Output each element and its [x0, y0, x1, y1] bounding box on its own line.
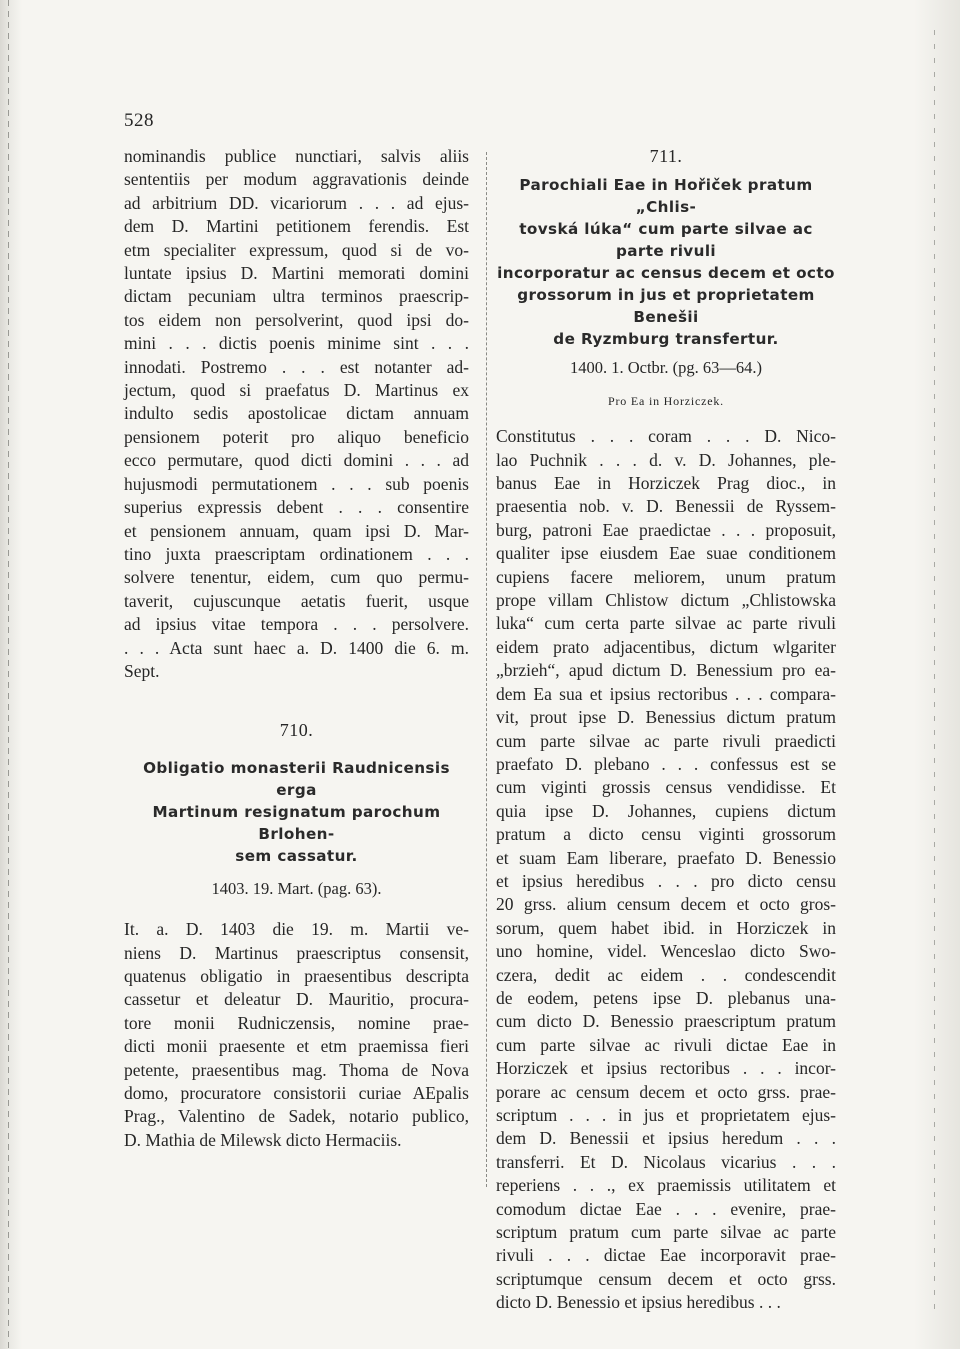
entry-710-date: 1403. 19. Mart. (pag. 63). [211, 878, 382, 898]
text-line: quia ipse D. Johannes, cupiens dictum [496, 800, 836, 821]
text-line: dem D. Martini petitionem ferendis. Est [124, 216, 469, 237]
text-line: et pensionem annuam, quam ipsi D. Mar- [124, 520, 469, 541]
text-line: de eodem, petens ipse D. plebanus una- [496, 987, 836, 1008]
text-line: solvere tenentur, eidem, cum quo permu- [124, 567, 469, 588]
text-line: nominandis publice nunctiari, salvis aliis [124, 146, 469, 166]
text-line: cum viginti grossis census vendidisse. Et [496, 777, 836, 798]
text-line: Horziczek et ipsius rectoribus . . . incor- [496, 1058, 836, 1079]
text-line: pensionem poterit pro aliquo beneficio [124, 426, 469, 447]
entry-710-heading [124, 757, 469, 867]
text-line: sententiis per modum aggravationis deinde [124, 169, 469, 190]
text-line: et ipsius heredibus . . . pro dicto censu [496, 870, 836, 891]
text-line: czera, dedit ac eidem . . condescendit [496, 964, 836, 985]
text-line: superius expressis debent . . . consentire [124, 497, 469, 518]
heading-line: grossorum in jus et proprietatem Benešii [517, 286, 815, 327]
text-line: luka“ cum certa parte silvae ac parte rivuli [496, 613, 836, 634]
text-line: ad arbitrium DD. vicariorum . . . ad ejus- [124, 192, 469, 213]
text-line: vit, prout ipse D. Benessius dictum pratum [496, 707, 836, 728]
heading-line: sem cassatur. [235, 846, 358, 865]
entry-711-addressee: Pro Ea in Horziczek. [608, 393, 724, 408]
left-column [124, 145, 469, 1152]
heading-line: Obligatio monasterii Raudnicensis erga [143, 758, 450, 799]
text-line: ecco permutare, quod dicti domini . . . ad [124, 450, 469, 471]
text-line: sorum, quem habet ibid. in Horziczek in [496, 917, 836, 938]
text-line: qualiter ipse eiusdem Eae suae conditionem [496, 543, 836, 564]
text-line: tos eidem non persolverint, quod ipsi do- [124, 309, 469, 330]
text-line: dicti monii praesente et etm praemissa fieri [124, 1036, 469, 1057]
heading-line: Parochiali Eae in Hořiček pratum „Chlis- [519, 176, 813, 217]
entry-710-text [124, 918, 469, 1152]
text-line: petente, praesentibus mag. Thoma de Nova [124, 1059, 469, 1080]
text-line: lao Puchnik . . . d. v. D. Johannes, ple- [496, 449, 836, 470]
column-divider [486, 152, 487, 1187]
text-line: hujusmodi permutationem . . . sub poenis [124, 473, 469, 494]
text-line: cum parte silvae ac parte rivuli praedicti [496, 730, 836, 751]
text-line: domo, procuratore consistorii curiae AEpalis [124, 1083, 469, 1103]
text-line: dictam pecuniam ultra terminos praescrip- [124, 286, 469, 307]
text-line: rivuli . . . dictae Eae incorporavit prae- [496, 1245, 836, 1266]
text-line: innodati. Postremo . . . est notanter ad- [124, 356, 469, 377]
text-line: Sept. [124, 660, 160, 681]
scan-left-edge [0, 0, 22, 1349]
text-line: taverit, cujuscunque aetatis fuerit, usque [124, 590, 469, 611]
page-number: 528 [124, 110, 154, 131]
scan-right-edge [914, 0, 960, 1349]
text-line: burg, patroni Eae praedictae . . . proposuit, [496, 519, 836, 540]
text-line: Constitutus . . . coram . . . D. Nico- [496, 426, 836, 447]
heading-line: tovská lúka“ cum parte silvae ac parte rivuli [519, 220, 813, 261]
text-line: dem Ea sua et ipsius rectoribus . . . compara- [496, 683, 836, 704]
text-line: reperiens . . ., ex praemissis utilitatem et [496, 1175, 836, 1196]
entry-711-date: 1400. 1. Octbr. (pg. 63—64.) [569, 358, 763, 378]
text-line: scriptum . . . in jus et proprietatem ejus- [496, 1105, 836, 1125]
right-column [496, 145, 836, 1315]
text-line: tino juxta praescriptam ordinationem . . . [124, 543, 469, 564]
text-line: banus Eae in Horziczek Prag dioc., in [496, 473, 836, 494]
text-line: dem D. Benessii et ipsius heredum . . . [496, 1128, 836, 1149]
text-line: et suam Eam liberare, praefato D. Benessio [496, 847, 836, 868]
text-line: etm specialiter expressum, quod si de vo- [124, 239, 469, 260]
text-line: praesentia nob. v. D. Benessii de Ryssem- [496, 496, 836, 517]
heading-line: de Ryzmburg transfertur. [553, 330, 779, 349]
text-line: eidem prato adjacentibus, dictum wlgariter [496, 636, 836, 657]
entry-711-text [496, 425, 836, 1314]
text-line: scriptumque censum decem et octo grss. [496, 1268, 836, 1289]
text-line: 20 grss. alium censum decem et octo gros- [496, 894, 836, 915]
text-line: indulto sedis apostolicae dictam annuam [124, 403, 469, 424]
text-line: „brzieh“, apud dictum D. Benessium pro ea- [496, 660, 836, 681]
continuation-text [124, 145, 469, 683]
text-line: transferri. Et D. Nicolaus vicarius . . . [496, 1151, 836, 1172]
text-line: comodum dictae Eae . . . evenire, prae- [496, 1198, 836, 1219]
text-line: tore monii Rudniczensis, nomine prae- [124, 1012, 469, 1033]
text-line: uno homine, videl. Wenceslao dicto Swo- [496, 941, 836, 962]
text-line: D. Mathia de Milewsk dicto Hermaciis. [124, 1129, 402, 1150]
text-line: mini . . . dictis poenis minime sint . . . [124, 333, 469, 354]
text-line: cum dicto D. Benessio praescriptum pratum [496, 1011, 836, 1032]
entry-711-number: 711. [649, 146, 683, 166]
text-line: cassetur et deleatur D. Mauritio, procura- [124, 989, 469, 1010]
text-line: scriptum pratum cum parte silvae ac parte [496, 1222, 836, 1243]
text-line: pratum a dicto censu viginti grossorum [496, 824, 836, 845]
text-line: cum parte silvae ac rivuli dictae Eae in [496, 1034, 836, 1055]
heading-line: Martinum resignatum parochum Brlohen- [152, 802, 441, 843]
text-line: ad ipsius vitae tempora . . . persolvere. [124, 614, 469, 635]
entry-711-heading [496, 174, 836, 350]
text-line: . . . Acta sunt haec a. D. 1400 die 6. m. [124, 637, 469, 658]
text-line: It. a. D. 1403 die 19. m. Martii ve- [124, 919, 469, 940]
text-line: cupiens facere meliorem, unum pratum [496, 566, 836, 587]
text-line: luntate ipsius D. Martini memorati domini [124, 263, 469, 284]
text-line: prope villam Chlistow dictum „Chlistowska [496, 590, 836, 611]
heading-line: incorporatur ac census decem et octo [497, 264, 835, 283]
text-line: jectum, quod si praefatus D. Martinus ex [124, 380, 469, 401]
text-line: quatenus obligatio in praesentibus descripta [124, 965, 469, 986]
text-line: niens D. Martinus praescriptus consensit, [124, 942, 469, 963]
text-line: porare ac censum decem et octo grss. prae- [496, 1081, 836, 1102]
text-line: Prag., Valentino de Sadek, notario publico, [124, 1106, 469, 1127]
entry-710-number: 710. [279, 720, 314, 741]
text-line: dicto D. Benessio et ipsius heredibus . . . [496, 1292, 781, 1313]
text-line: praefato D. plebano . . . confessus est se [496, 753, 836, 774]
